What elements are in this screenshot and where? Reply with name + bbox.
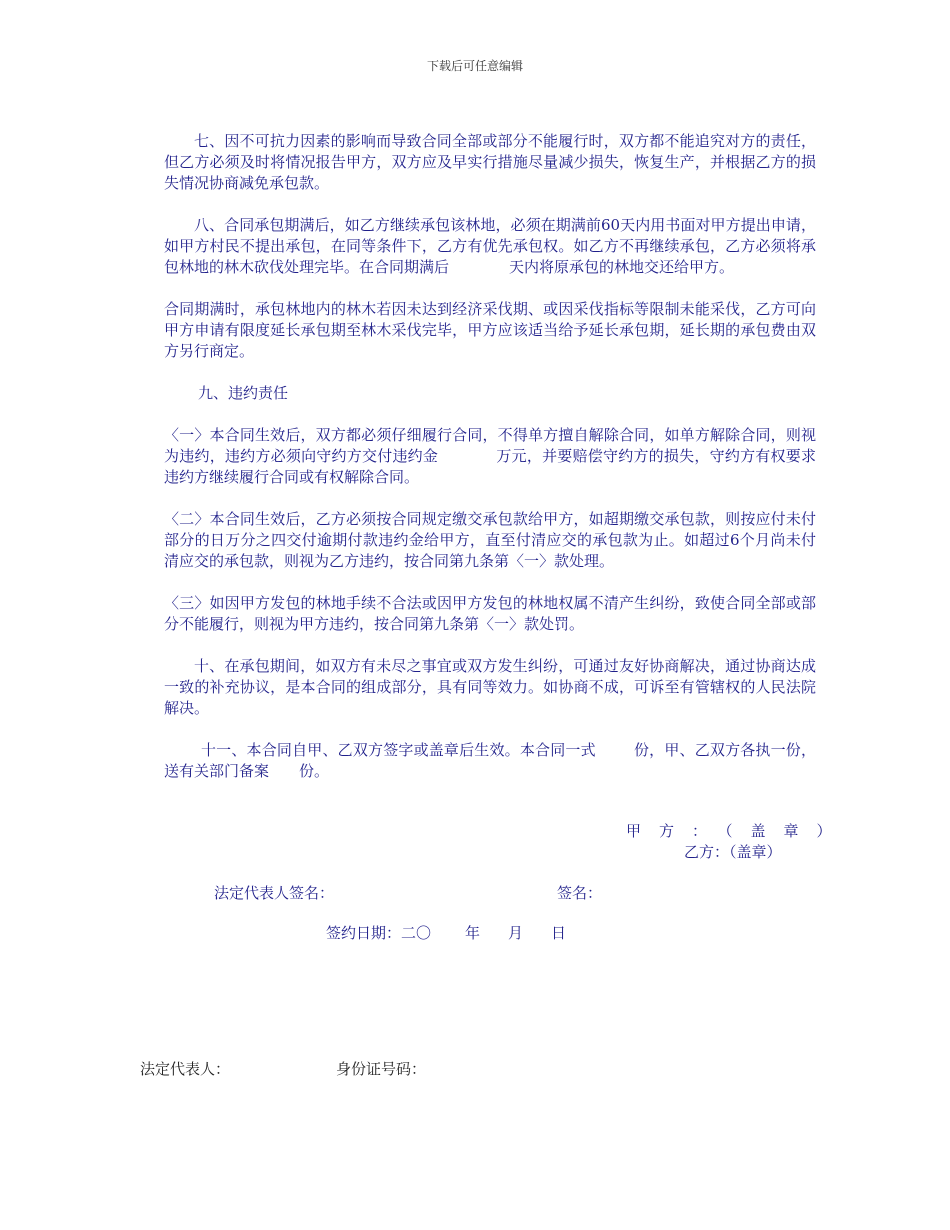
clause-9-1 xyxy=(164,425,816,488)
clause-9-3: 〈三〉如因甲方发包的林地手续不合法或因甲方发包的林地权属不清产生纠纷，致使合同全部或部分不能履行，则视为甲方违约，按合同第九条第〈一〉款处罚。 xyxy=(164,594,816,633)
footer-id-number: 身份证号码： xyxy=(336,1060,427,1078)
clause-8-text-a: 八、合同承包期满后，如乙方继续承包该林地，必须在期满前60天内用书面对甲方提出申请，如甲方村民不提出承包，在同等条件下，乙方有优先承包权。如乙方不再继续承包，乙方必须将承包林地的林木砍伐处理完毕。在合同期满后 xyxy=(164,216,816,276)
date-label: 签约日期：二〇 xyxy=(326,924,432,942)
party-b-seal: 乙方：（盖章） xyxy=(684,843,782,861)
clause-10: 十、在承包期间，如双方有未尽之事宜或双方发生纠纷，可通过友好协商解决，通过协商达成一致的补充协议，是本合同的组成部分，具有同等效力。如协商不成，可诉至有管辖权的人民法院解决。 xyxy=(164,657,816,717)
clause-11 xyxy=(164,740,816,782)
clause-9-heading: 九、违约责任 xyxy=(198,384,289,402)
footer-legal-rep: 法定代表人： xyxy=(140,1060,231,1078)
clause-8-extension: 合同期满时，承包林地内的林木若因未达到经济采伐期、或因采伐指标等限制未能采伐，乙方可向甲方申请有限度延长承包期至林木采伐完毕，甲方应该适当给予延长承包期，延长期的承包费由双方另行商定。 xyxy=(164,300,816,360)
date-month: 月 xyxy=(508,924,524,942)
page-header: 下载后可任意编辑 xyxy=(426,59,523,73)
legal-rep-signature-label: 法定代表人签名： xyxy=(214,884,335,902)
contract-body xyxy=(164,131,816,782)
signing-date xyxy=(326,923,566,944)
clause-8-text-b: 天内将原承包的林地交还给甲方。 xyxy=(509,258,735,276)
date-year: 年 xyxy=(465,924,481,942)
clause-9-2: 〈二〉本合同生效后，乙方必须按合同规定缴交承包款给甲方，如超期缴交承包款，则按应付未付部分的日万分之四交付逾期付款违约金给甲方，直至付清应交的承包款为止。如超过6个月尚未付清应交的承包款，则视为乙方违约，按合同第九条第〈一〉款处理。 xyxy=(164,510,816,570)
clause-7: 七、因不可抗力因素的影响而导致合同全部或部分不能履行时，双方都不能追究对方的责任，但乙方必须及时将情况报告甲方，双方应及早实行措施尽量减少损失，恢复生产，并根据乙方的损失情况协商减免承包款。 xyxy=(164,132,816,192)
date-day: 日 xyxy=(551,924,567,942)
clause-9-1-text-b: 万元，并要赔偿守约方的损失，守约方有权要求违约方继续履行合同或有权解除合同。 xyxy=(164,447,816,486)
clause-8 xyxy=(164,215,816,278)
clause-11-text-b: 份，甲、乙双方各执一份，送有关部门备案 xyxy=(164,741,816,780)
clause-11-text-a: 十一、本合同自甲、乙双方签字或盖章后生效。本合同一式 xyxy=(201,741,596,759)
clause-11-text-c: 份。 xyxy=(299,762,330,780)
signature-label: 签名： xyxy=(557,884,603,902)
clause-9-1-text-a: 〈一〉本合同生效后，双方都必须仔细履行合同，不得单方擅自解除合同，如单方解除合同，则视为违约，违约方必须向守约方交付违约金 xyxy=(164,426,816,465)
party-a-seal: 甲方：（盖章） xyxy=(626,822,850,840)
